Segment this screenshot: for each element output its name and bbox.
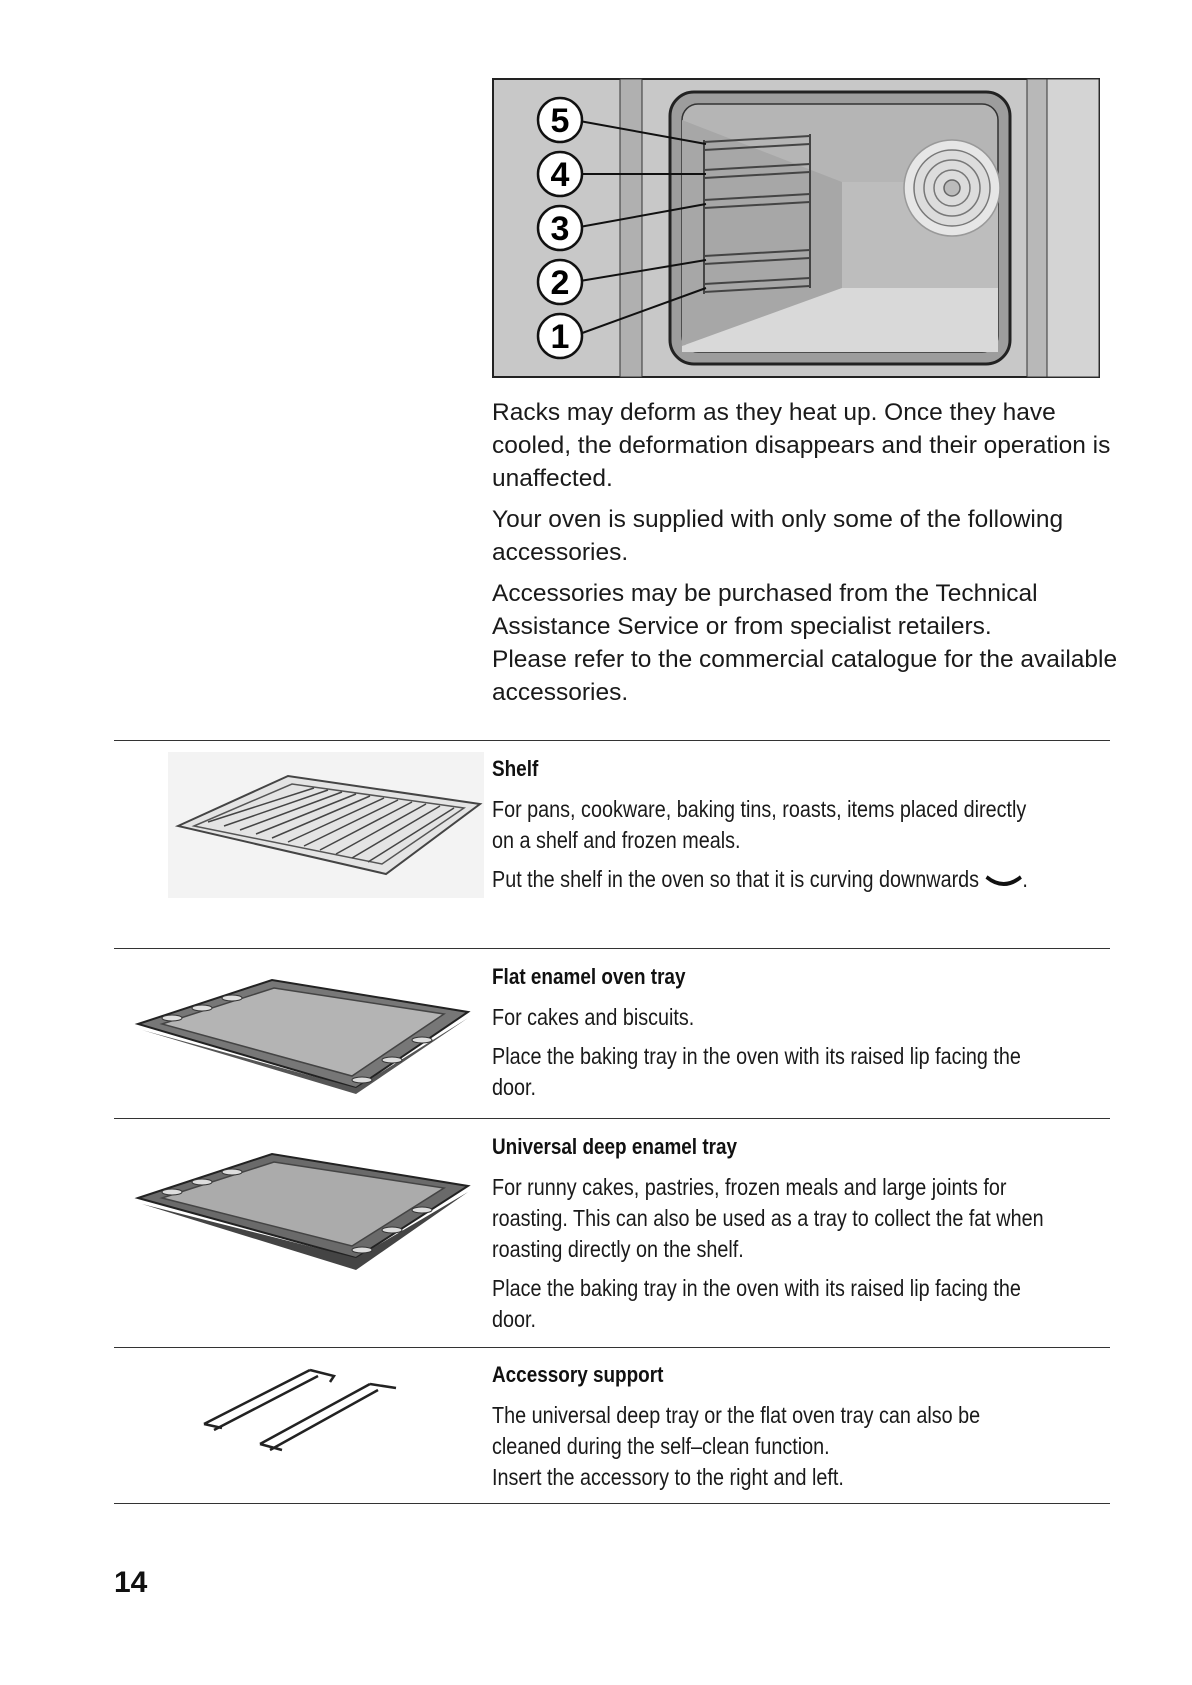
flat-tray-illustration bbox=[132, 960, 472, 1108]
level-callout-label: 3 bbox=[550, 210, 570, 248]
intro-paragraph: Please refer to the commercial catalogue for the available accessories. bbox=[492, 646, 1118, 706]
accessory-text: Insert the accessory to the right and left. bbox=[492, 1464, 844, 1490]
intro-paragraph: Your oven is supplied with only some of the following accessories. bbox=[492, 506, 1064, 566]
accessory-text: Place the baking tray in the oven with its raised lip facing the door. bbox=[492, 1275, 1021, 1332]
section-divider bbox=[114, 948, 1110, 949]
accessory-title-deep-tray: Universal deep enamel tray bbox=[492, 1134, 738, 1159]
accessory-description-deep-tray bbox=[492, 1172, 1049, 1335]
accessory-description-support bbox=[492, 1400, 1049, 1493]
accessory-text: The universal deep tray or the flat oven tray can also be cleaned during the self–clean function. bbox=[492, 1402, 981, 1459]
section-divider bbox=[114, 1503, 1110, 1504]
accessory-title-flat-tray: Flat enamel oven tray bbox=[492, 964, 686, 989]
level-callout-label: 4 bbox=[550, 156, 570, 194]
accessory-text: For pans, cookware, baking tins, roasts, items placed directly on a shelf and frozen meals. bbox=[492, 796, 1027, 853]
accessory-title-shelf: Shelf bbox=[492, 756, 539, 781]
level-callout-label: 1 bbox=[550, 318, 570, 356]
shelf-illustration bbox=[168, 752, 484, 898]
intro-paragraph: Accessories may be purchased from the Technical Assistance Service or from specialist retailers. bbox=[492, 580, 1038, 640]
accessory-text-with-icon bbox=[492, 864, 1049, 895]
level-callout-label: 2 bbox=[550, 264, 570, 302]
page-number: 14 bbox=[114, 1566, 148, 1599]
section-divider bbox=[114, 1347, 1110, 1348]
accessory-text: For cakes and biscuits. bbox=[492, 1004, 695, 1030]
oven-rack-levels-figure bbox=[492, 78, 1100, 378]
deep-tray-illustration bbox=[132, 1136, 472, 1276]
curve-down-icon bbox=[985, 873, 1023, 889]
intro-text bbox=[492, 396, 1122, 709]
accessory-text: Place the baking tray in the oven with its raised lip facing the door. bbox=[492, 1043, 1021, 1100]
accessory-title-support: Accessory support bbox=[492, 1362, 664, 1387]
section-divider bbox=[114, 740, 1110, 741]
accessory-description-flat-tray bbox=[492, 1002, 1049, 1103]
section-divider bbox=[114, 1118, 1110, 1119]
level-callout-label: 5 bbox=[550, 102, 570, 140]
intro-paragraph: Racks may deform as they heat up. Once they have cooled, the deformation disappears and their operation is unaffected. bbox=[492, 399, 1111, 492]
accessory-description-shelf bbox=[492, 794, 1049, 895]
accessory-text: Put the shelf in the oven so that it is curving downwards bbox=[492, 866, 980, 892]
accessory-text: For runny cakes, pastries, frozen meals and large joints for roasting. This can also be used as a tray to collect the fat when roasting directly on the shelf. bbox=[492, 1174, 1044, 1262]
accessory-support-illustration bbox=[200, 1360, 410, 1456]
accessory-text-end: . bbox=[1022, 866, 1028, 892]
